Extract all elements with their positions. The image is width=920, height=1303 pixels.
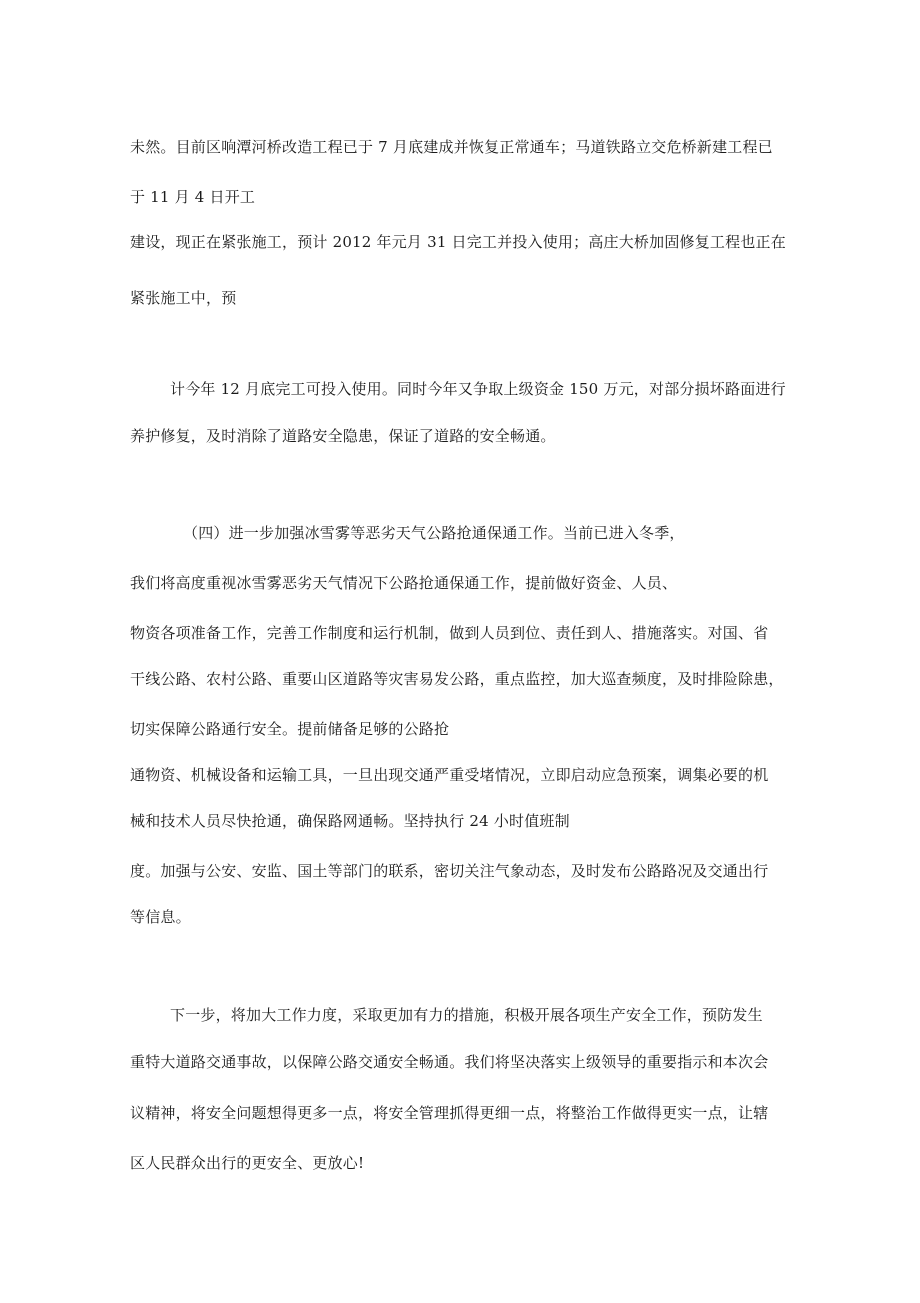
text-line: 干线公路、农村公路、重要山区道路等灾害易发公路，重点监控，加大巡查频度，及时排险除患， — [130, 670, 784, 688]
text-line: 建设，现正在紧张施工，预计 2012 年元月 31 日完工并投入使用；高庄大桥加固修复工程也正在 — [130, 233, 786, 251]
text-line: 计今年 12 月底完工可投入使用。同时今年又争取上级资金 150 万元，对部分损坏路面进行 — [170, 380, 786, 398]
text-line: 度。加强与公安、安监、国土等部门的联系，密切关注气象动态，及时发布公路路况及交通出行 — [130, 862, 769, 880]
text-line: 物资各项准备工作，完善工作制度和运行机制，做到人员到位、责任到人、措施落实。对国、省 — [130, 624, 769, 642]
text-line: 议精神，将安全问题想得更多一点，将安全管理抓得更细一点，将整治工作做得更实一点，让辖 — [130, 1104, 769, 1122]
text-line: 我们将高度重视冰雪雾恶劣天气情况下公路抢通保通工作，提前做好资金、人员、 — [130, 574, 678, 592]
text-line: 械和技术人员尽快抢通，确保路网通畅。坚持执行 24 小时值班制 — [130, 812, 570, 830]
text-line: 养护修复，及时消除了道路安全隐患，保证了道路的安全畅通。 — [130, 427, 556, 445]
text-line: 下一步，将加大工作力度，采取更加有力的措施，积极开展各项生产安全工作，预防发生 — [170, 1006, 763, 1024]
text-line: 于 11 月 4 日开工 — [130, 188, 256, 206]
text-line: 紧张施工中，预 — [130, 289, 237, 307]
text-line: 区人民群众出行的更安全、更放心! — [130, 1154, 365, 1172]
text-line: 等信息。 — [130, 908, 191, 926]
section-heading: （四）进一步加强冰雪雾等恶劣天气公路抢通保通工作。当前已进入冬季， — [183, 524, 685, 542]
text-line: 切实保障公路通行安全。提前储备足够的公路抢 — [130, 720, 450, 738]
text-line: 通物资、机械设备和运输工具，一旦出现交通严重受堵情况，立即启动应急预案，调集必要的机 — [130, 766, 769, 784]
text-line: 重特大道路交通事故，以保障公路交通安全畅通。我们将坚决落实上级领导的重要指示和本次会 — [130, 1053, 769, 1071]
text-line: 未然。目前区响潭河桥改造工程已于 7 月底建成并恢复正常通车；马道铁路立交危桥新建工程已 — [130, 138, 773, 156]
